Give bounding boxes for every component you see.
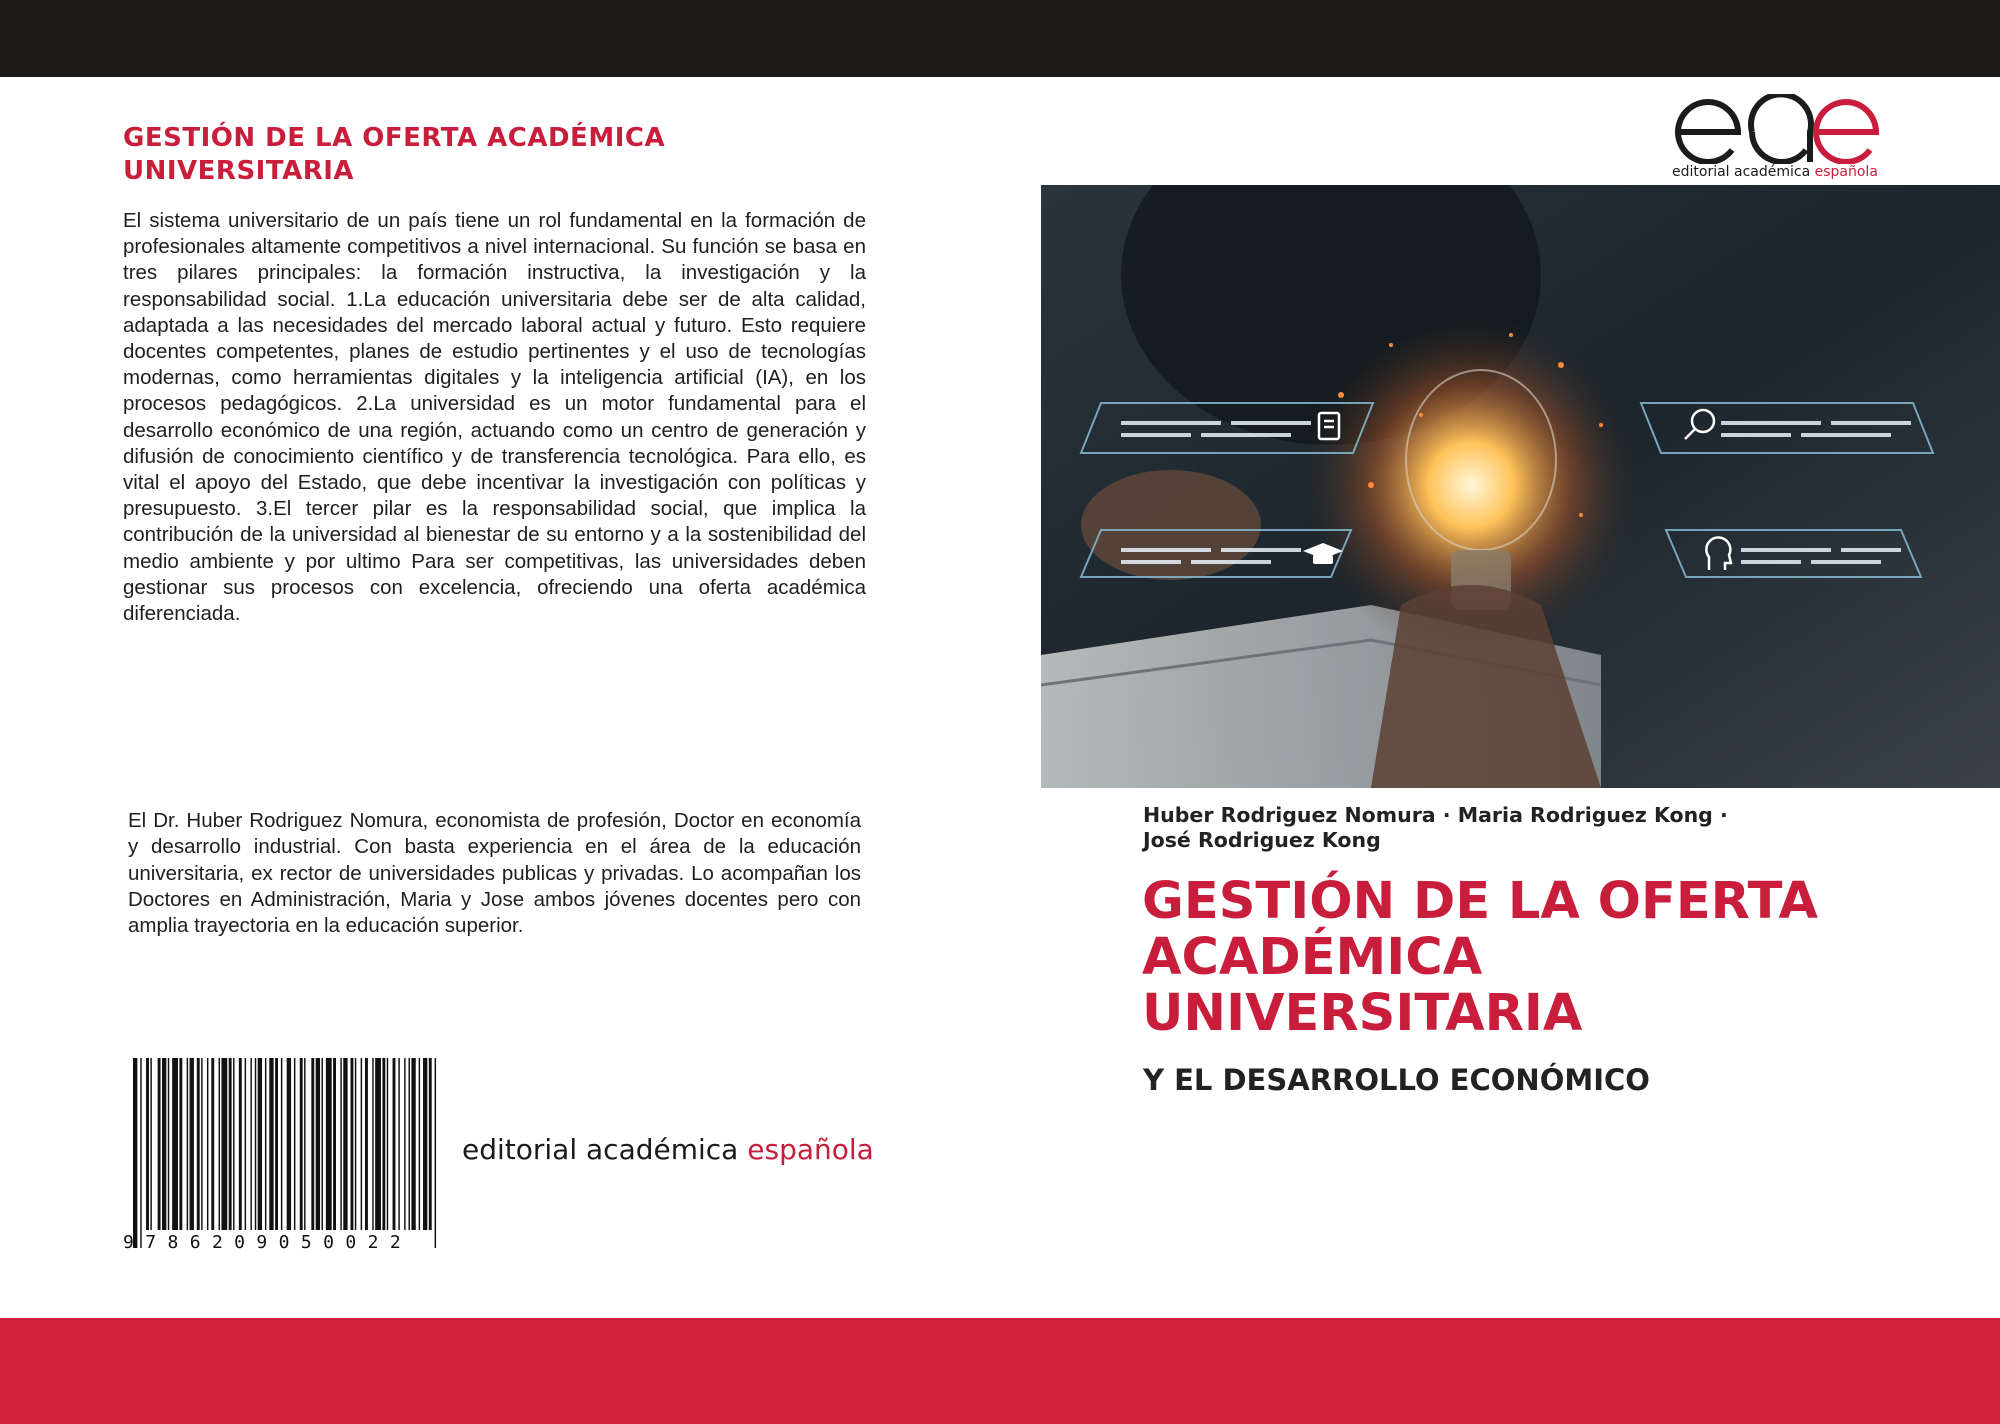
logo-main-text: editorial académica [1672, 164, 1815, 180]
barcode-bar [221, 1058, 227, 1230]
barcode-bar [133, 1058, 137, 1248]
front-cover-title [1142, 874, 1982, 1042]
author-bio: El Dr. Huber Rodriguez Nomura, economista de profesión, Doctor en economía y desarrollo industrial. Con basta experiencia en el área de la educación universitaria, ex rector de universidades publicas y privadas. Lo acompañan los Doctores en Administración, Maria y Jose ambos jóvenes docentes pero con amplia trayectoria en la educación superior. [128, 809, 861, 938]
barcode-bar [172, 1058, 178, 1230]
back-cover-title [123, 122, 843, 188]
logo-publisher-text [1672, 164, 1892, 180]
barcode [123, 1058, 448, 1256]
barcode-bar [269, 1058, 273, 1230]
barcode-bar [179, 1058, 182, 1230]
publisher-name-back [462, 1133, 874, 1166]
barcode-bar [398, 1058, 399, 1230]
barcode-bar [382, 1058, 385, 1230]
cover-illustration [1041, 185, 2000, 788]
barcode-bar [351, 1058, 354, 1230]
barcode-bar [419, 1058, 420, 1230]
barcode-bar [372, 1058, 373, 1230]
logo-accent-text: española [1814, 164, 1878, 180]
barcode-bar [322, 1058, 323, 1230]
barcode-bar [229, 1058, 232, 1230]
barcode-bar [375, 1058, 381, 1230]
barcode-bar [197, 1058, 200, 1230]
barcode-bar [219, 1058, 220, 1230]
back-title-line-2: UNIVERSITARIA [123, 156, 355, 186]
barcode-bar [340, 1058, 341, 1230]
front-title-line-1: GESTIÓN DE LA OFERTA [1142, 872, 1818, 931]
barcode-bar [393, 1058, 396, 1230]
barcode-bar [158, 1058, 161, 1230]
barcode-bar [211, 1058, 214, 1230]
barcode-bar [311, 1058, 314, 1230]
barcode-bar [294, 1058, 295, 1230]
barcode-bar [300, 1058, 303, 1230]
barcode-graphic [123, 1058, 448, 1256]
barcode-bar [326, 1058, 332, 1230]
barcode-bar [365, 1058, 368, 1230]
authors-line-2: José Rodriguez Kong [1143, 828, 1381, 852]
publisher-main-text: editorial académica [462, 1133, 748, 1166]
barcode-bar [404, 1058, 405, 1230]
barcode-bar [146, 1058, 149, 1230]
barcode-bar [140, 1058, 141, 1248]
barcode-bar [201, 1058, 202, 1230]
back-title-line-1: GESTIÓN DE LA OFERTA ACADÉMICA [123, 123, 666, 153]
barcode-bar [304, 1058, 305, 1230]
back-cover-blurb: El sistema universitario de un país tiene un rol fundamental en la formación de profesionales altamente competitivos a nivel internacional. Su función se basa en tres pilares principales: la formación instructiva, la investigación y la responsabilidad social. 1.La educación universitaria debe ser de alta calidad, adaptada a las necesidades del mercado laboral actual y futuro. Esto requiere docentes competentes, planes de estudio pertinentes y el uso de tecnologías modernas, como herramientas digitales y la inteligencia artificial (IA), en los procesos pedagógicos. 2.La universidad es un motor fundamental para el desarrollo económico de una región, actuando como un centro de generación y difusión de conocimiento científico y de transferencia tecnológica. Para ello, es vital el apoyo del Estado, que debe incentivar la investigación con políticas y presupuesto. 3.El tercer pilar es la responsabilidad social, que implica la contribución de la universidad al bienestar de su entorno y a la sostenibilidad del medio ambiente y por ultimo Para ser competitivas, las universidades deben gestionar sus procesos con excelencia, ofreciendo una oferta académica diferenciada. [123, 209, 866, 626]
barcode-bar [355, 1058, 356, 1230]
barcode-bar [233, 1058, 234, 1230]
front-title-line-2: ACADÉMICA [1142, 928, 1483, 987]
barcode-bar [150, 1058, 151, 1230]
barcode-bar [343, 1058, 347, 1230]
barcode-bar [435, 1058, 436, 1248]
barcode-bar [423, 1058, 427, 1230]
barcode-bar [361, 1058, 362, 1230]
barcode-bar [258, 1058, 262, 1230]
barcode-bar [281, 1058, 282, 1230]
barcode-bar [190, 1058, 194, 1230]
authors-line-1: Huber Rodriguez Nomura · Maria Rodriguez Kong · [1143, 803, 1728, 827]
barcode-bar [429, 1058, 432, 1230]
cover-photo [1041, 185, 2000, 788]
top-band [0, 0, 2000, 77]
eae-logo-icon [1672, 94, 1882, 164]
isbn-digits: 9786209050022 [123, 1232, 413, 1253]
barcode-bar [187, 1058, 188, 1230]
barcode-bar [255, 1058, 256, 1230]
barcode-bar [411, 1058, 415, 1230]
barcode-bar [250, 1058, 251, 1230]
barcode-bar [409, 1058, 410, 1230]
barcode-bar [265, 1058, 266, 1230]
barcode-bar [287, 1058, 291, 1230]
publisher-accent-text: española [747, 1133, 874, 1166]
barcode-bar [207, 1058, 208, 1230]
barcode-bar [162, 1058, 166, 1230]
barcode-bar [275, 1058, 278, 1230]
bottom-band [0, 1318, 2000, 1424]
barcode-bar [168, 1058, 169, 1230]
front-cover-subtitle: Y EL DESARROLLO ECONÓMICO [1143, 1063, 1650, 1097]
barcode-bar [316, 1058, 320, 1230]
authors [1143, 803, 1963, 853]
barcode-bar [245, 1058, 246, 1230]
barcode-bar [333, 1058, 336, 1230]
barcode-bar [239, 1058, 242, 1230]
front-title-line-3: UNIVERSITARIA [1142, 984, 1583, 1043]
barcode-bar [387, 1058, 388, 1230]
